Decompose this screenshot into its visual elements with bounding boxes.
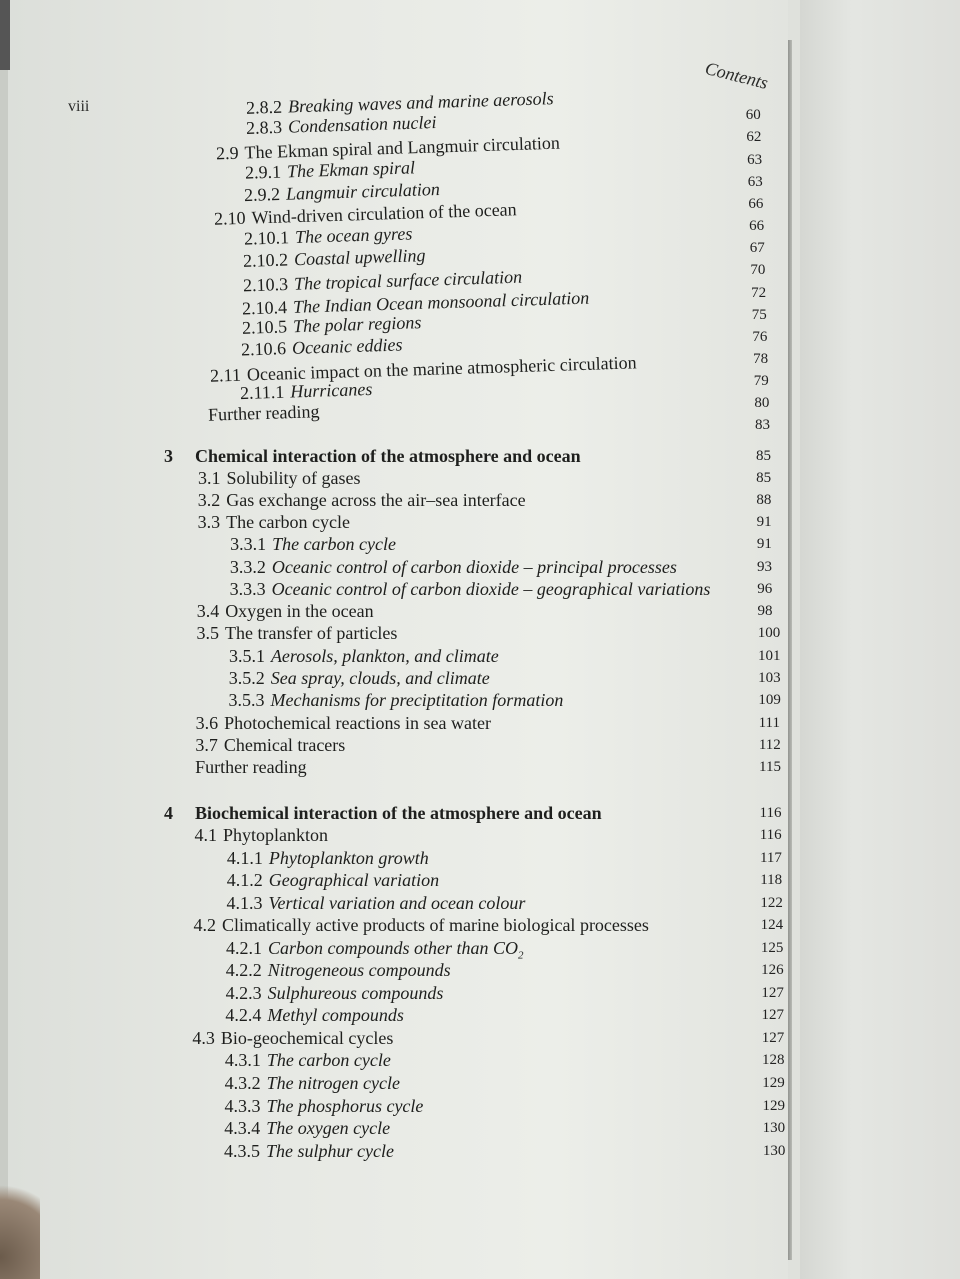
toc-page-number: 75 xyxy=(751,307,767,323)
toc-section-entry xyxy=(195,734,345,756)
toc-entry-number: 4.3.5 xyxy=(224,1141,260,1161)
toc-entry-number: 2.10.6 xyxy=(240,338,287,360)
toc-page-number: 109 xyxy=(758,692,781,708)
toc-page-number: 115 xyxy=(759,759,781,775)
toc-subsection-entry xyxy=(230,533,396,555)
toc-page-number: 80 xyxy=(754,395,770,411)
toc-entry-number: 2.10 xyxy=(214,207,247,229)
toc-page-number: 85 xyxy=(755,448,771,464)
toc-entry-number: 3.2 xyxy=(197,490,221,510)
toc-entry-number: 2.11.1 xyxy=(240,381,286,404)
toc-subsection-entry xyxy=(241,333,403,360)
toc-entry-title: Oceanic control of carbon dioxide – principal processes xyxy=(271,557,677,577)
toc-subsection-entry xyxy=(243,244,426,272)
toc-entry-title: Biochemical interaction of the atmosphere and ocean xyxy=(195,803,602,823)
toc-page-number: 129 xyxy=(762,1075,785,1091)
toc-page-number: 60 xyxy=(745,107,761,123)
toc-entry-title: Oceanic eddies xyxy=(291,334,403,358)
toc-page-number: 91 xyxy=(756,536,772,552)
toc-page-number: 85 xyxy=(756,470,772,486)
toc-entry-title: Further reading xyxy=(207,401,321,425)
toc-entry-title: The sulphur cycle xyxy=(266,1141,394,1161)
toc-page-number: 118 xyxy=(760,872,783,888)
toc-page-number: 116 xyxy=(759,805,782,821)
toc-entry-title: Methyl compounds xyxy=(267,1005,404,1025)
toc-entry-title: Phytoplankton xyxy=(222,825,328,845)
toc-entry-title: Oxygen in the ocean xyxy=(225,601,374,621)
toc-page-number: 127 xyxy=(761,1007,785,1023)
toc-entry-number: 4.1.2 xyxy=(226,870,263,890)
toc-page-number: 112 xyxy=(758,737,781,753)
toc-subsection-entry xyxy=(226,959,451,981)
toc-entry-title: Further reading xyxy=(195,757,307,777)
toc-entry-title: Solubility of gases xyxy=(226,468,361,488)
toc-page-number: 130 xyxy=(762,1120,786,1136)
toc-entry-number: 2.10.5 xyxy=(241,316,288,338)
toc-page-number: 93 xyxy=(757,559,773,575)
toc-section-entry xyxy=(197,600,374,622)
running-head: Contents xyxy=(703,58,771,93)
toc-entry-number: 2.9.1 xyxy=(244,161,282,183)
toc-entry-title: Sea spray, clouds, and climate xyxy=(270,668,490,688)
toc-section-entry xyxy=(194,914,649,936)
toc-entry-number: 2.9 xyxy=(216,142,240,164)
toc-entry-title: The oxygen cycle xyxy=(266,1118,391,1138)
toc-page-number: 127 xyxy=(761,1030,785,1046)
toc-page-number: 116 xyxy=(759,827,782,843)
toc-entry-number: 3.7 xyxy=(195,735,218,755)
toc-page-number: 124 xyxy=(760,917,784,933)
toc-subsection-entry xyxy=(225,1049,391,1071)
toc-entry-title: Bio-geochemical cycles xyxy=(220,1028,394,1048)
page-number-roman: viii xyxy=(68,98,90,115)
toc-chapter-entry xyxy=(164,802,602,824)
toc-page-number: 96 xyxy=(757,581,773,597)
toc-section-entry xyxy=(198,489,526,511)
toc-entry-title: Breaking waves and marine aerosols xyxy=(287,88,555,117)
toc-entry-title: Oceanic control of carbon dioxide – geographical variations xyxy=(271,579,711,599)
toc-page-number: 63 xyxy=(747,152,763,168)
toc-entry-number: 3.5.2 xyxy=(228,668,265,688)
toc-page-number: 67 xyxy=(749,240,765,256)
toc-page-number: 111 xyxy=(758,715,780,731)
toc-entry-number: 4.2.3 xyxy=(225,983,262,1003)
toc-entry-title: The tropical surface circulation xyxy=(293,266,522,294)
toc-page-number: 127 xyxy=(761,985,784,1001)
toc-subsection-entry xyxy=(230,578,711,600)
toc-entry-title: The Indian Ocean monsoonal circulation xyxy=(292,287,590,317)
toc-entry-number: 3.1 xyxy=(198,468,221,488)
toc-entry-number: 4.3.4 xyxy=(224,1118,261,1138)
toc-subsection-entry xyxy=(226,937,524,962)
toc-page-number: 117 xyxy=(759,850,782,866)
toc-subsection-entry xyxy=(225,1072,400,1094)
toc-subsection-entry xyxy=(224,1140,394,1162)
toc-entry-number: 3.3.1 xyxy=(230,534,267,554)
toc-page-number: 83 xyxy=(755,417,771,433)
toc-page-number: 101 xyxy=(757,648,781,664)
toc-entry-title: Nitrogeneous compounds xyxy=(267,960,451,980)
toc-page-number: 70 xyxy=(750,262,766,278)
toc-page-number: 129 xyxy=(762,1098,785,1114)
toc-page-number: 98 xyxy=(757,603,773,619)
toc-entry-number: 3.6 xyxy=(195,713,219,733)
toc-section-entry xyxy=(196,622,397,644)
thumb xyxy=(0,1170,40,1279)
toc-entry-number: 2.10.2 xyxy=(242,249,289,271)
toc-entry-number: 4.3.1 xyxy=(224,1050,261,1070)
toc-subsection-entry xyxy=(224,1117,390,1139)
toc-entry-number: 3.3 xyxy=(197,512,221,532)
toc-page-number: 62 xyxy=(746,129,762,145)
toc-entry-title: Wind-driven circulation of the ocean xyxy=(251,199,518,228)
toc-entry-title: The Ekman spiral xyxy=(286,157,416,182)
toc-entry-title: The carbon cycle xyxy=(272,534,397,554)
toc-entry-title: Vertical variation and ocean colour xyxy=(268,893,526,913)
toc-entry-title: Condensation nuclei xyxy=(287,112,437,137)
toc-entry-number: 3.5.1 xyxy=(228,646,265,666)
toc-section-entry xyxy=(198,467,361,489)
toc-subsection-entry xyxy=(226,982,444,1004)
toc-entry-number: 3.4 xyxy=(196,601,220,621)
toc-entry-number: 2.10.4 xyxy=(241,297,288,319)
toc-page-number: 103 xyxy=(758,670,781,686)
toc-entry-title: The carbon cycle xyxy=(226,512,351,532)
toc-page-number: 88 xyxy=(756,492,772,508)
toc-entry-number: 4.2.1 xyxy=(226,938,263,958)
background-surface xyxy=(780,0,960,1279)
toc-entry-title: Photochemical reactions in sea water xyxy=(224,713,491,733)
toc-entry-number: 2.8.3 xyxy=(245,116,283,138)
toc-entry-title: The ocean gyres xyxy=(294,223,413,248)
toc-section-entry xyxy=(208,400,320,425)
toc-entry-number: 4.2.2 xyxy=(225,960,262,980)
toc-subsection-entry xyxy=(225,1004,403,1026)
toc-page-number: 126 xyxy=(761,962,784,978)
toc-page-number: 66 xyxy=(748,196,764,212)
toc-entry-number: 4.3.3 xyxy=(224,1096,261,1116)
toc-entry-number: 4.2.4 xyxy=(225,1005,262,1025)
toc-title-subscript: 2 xyxy=(518,949,524,962)
toc-entry-title: Climatically active products of marine biological processes xyxy=(222,915,649,935)
toc-entry-number: 4.3 xyxy=(192,1028,215,1048)
toc-entry-title: The nitrogen cycle xyxy=(266,1073,400,1093)
toc-page-number: 76 xyxy=(752,329,768,345)
toc-entry-number: 2.10.1 xyxy=(243,227,289,249)
toc-entry-title: The phosphorus cycle xyxy=(266,1096,424,1116)
toc-entry-number: 3.3.3 xyxy=(229,579,266,599)
toc-entry-title: Gas exchange across the air–sea interface xyxy=(226,490,526,510)
book-spine-strip xyxy=(0,0,10,70)
toc-section-entry xyxy=(198,511,350,533)
book-page xyxy=(8,0,788,1279)
toc-subsection-entry xyxy=(224,1095,423,1117)
toc-entry-title: Aerosols, plankton, and climate xyxy=(270,646,499,666)
toc-entry-number: 4.3.2 xyxy=(224,1073,261,1093)
toc-entry-title: The polar regions xyxy=(292,312,422,337)
toc-page-number: 122 xyxy=(760,895,783,911)
toc-entry-number: 4.2 xyxy=(193,915,217,935)
toc-entry-title: Chemical tracers xyxy=(223,735,346,755)
toc-entry-title: Langmuir circulation xyxy=(286,178,441,204)
toc-page-number: 63 xyxy=(747,174,763,190)
toc-subsection-entry xyxy=(227,847,429,869)
toc-entry-number: 2.10.3 xyxy=(242,273,288,296)
toc-entry-number: 3.3.2 xyxy=(229,557,266,577)
toc-page-number: 130 xyxy=(762,1143,786,1159)
toc-subsection-entry xyxy=(229,689,564,711)
toc-entry-number: 3.5.3 xyxy=(228,690,265,710)
toc-subsection-entry xyxy=(229,667,490,689)
toc-entry-number: 4 xyxy=(164,803,173,823)
toc-entry-title: Hurricanes xyxy=(290,378,374,402)
toc-page-number: 66 xyxy=(749,218,765,234)
toc-subsection-entry xyxy=(226,892,525,914)
toc-entry-number: 2.11 xyxy=(209,364,241,386)
toc-entry-title: Mechanisms for preciptitation formation xyxy=(270,690,564,710)
toc-chapter-entry xyxy=(164,445,581,467)
toc-entry-number: 3 xyxy=(164,446,173,466)
toc-entry-title: Coastal upwelling xyxy=(293,245,426,270)
toc-entry-title: Carbon compounds other than $CO_2$ xyxy=(268,938,524,962)
toc-subsection-entry xyxy=(227,869,439,891)
toc-entry-number: 4.1.1 xyxy=(226,848,263,868)
toc-page-number: 78 xyxy=(753,351,769,367)
toc-page-number: 79 xyxy=(753,373,769,389)
toc-entry-title: The transfer of particles xyxy=(224,623,398,643)
toc-subsection-entry xyxy=(230,556,677,578)
toc-entry-title: Phytoplankton growth xyxy=(268,848,429,868)
toc-entry-number: 3.5 xyxy=(196,623,219,643)
toc-page-number: 91 xyxy=(756,514,772,530)
toc-page-number: 128 xyxy=(761,1052,785,1068)
toc-entry-title: Oceanic impact on the marine atmospheric circulation xyxy=(246,352,637,385)
toc-page-number: 72 xyxy=(751,285,767,301)
toc-page-number: 100 xyxy=(757,625,781,641)
toc-section-entry xyxy=(195,756,306,778)
toc-entry-number: 4.1 xyxy=(194,825,217,845)
toc-entry-number: 4.1.3 xyxy=(226,893,263,913)
toc-entry-title: The Ekman spiral and Langmuir circulation xyxy=(244,132,561,163)
toc-entry-title: Chemical interaction of the atmosphere and ocean xyxy=(195,446,581,466)
toc-entry-number: 2.9.2 xyxy=(244,183,281,206)
toc-entry-title: Geographical variation xyxy=(268,870,440,890)
toc-subsection-entry xyxy=(229,645,499,667)
toc-entry-title: Sulphureous compounds xyxy=(267,983,444,1003)
toc-page-number: 125 xyxy=(760,940,784,956)
toc-section-entry xyxy=(194,824,328,846)
toc-entry-number: 2.8.2 xyxy=(245,96,283,118)
toc-subsection-entry xyxy=(245,111,436,139)
toc-entry-title: The carbon cycle xyxy=(266,1050,391,1070)
toc-section-entry xyxy=(192,1027,393,1049)
toc-section-entry xyxy=(196,712,491,734)
